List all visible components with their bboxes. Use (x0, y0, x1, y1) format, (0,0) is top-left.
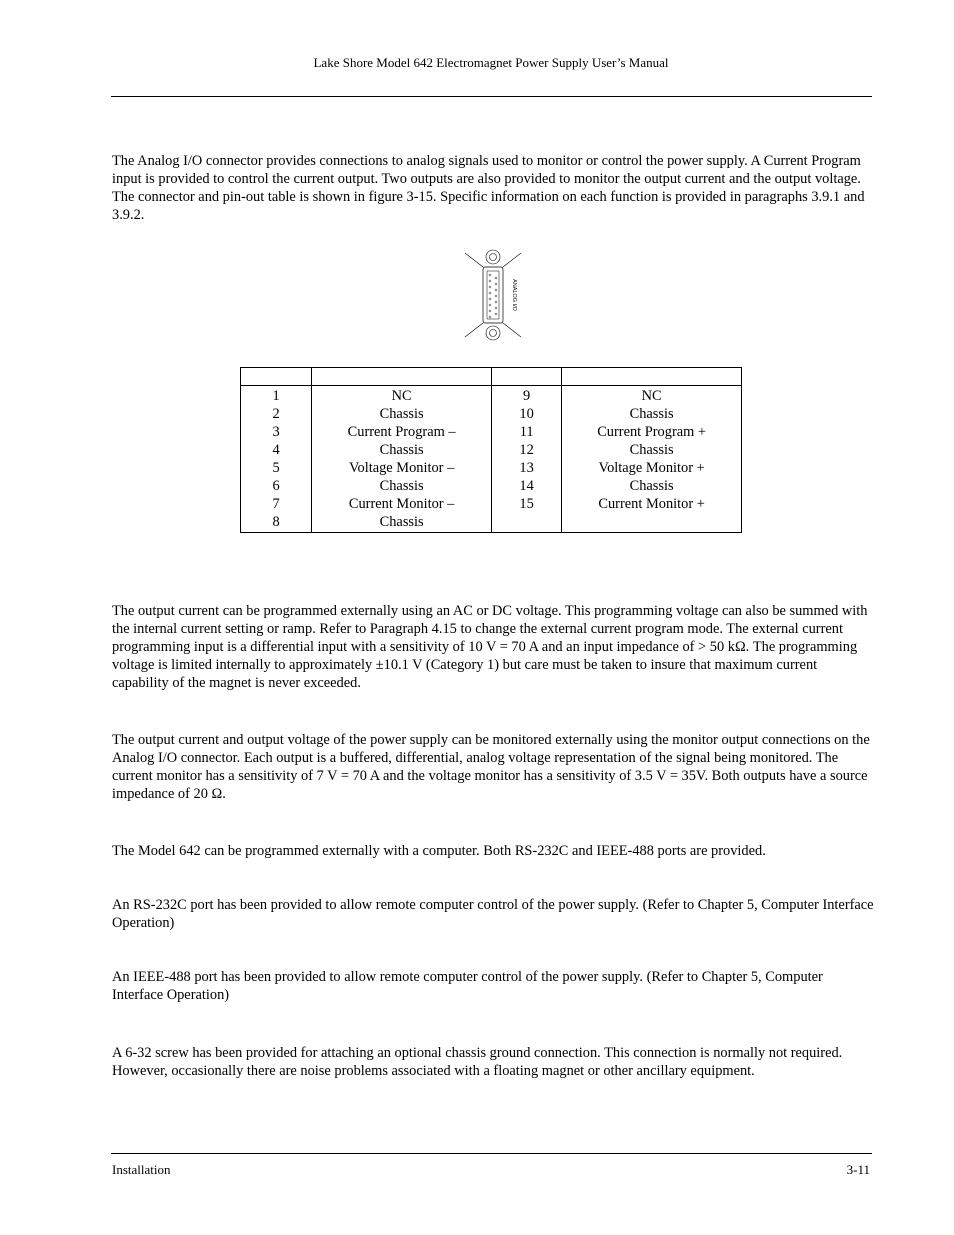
pin-number: 10 (519, 406, 534, 422)
pin-function: Chassis (379, 478, 424, 494)
pin-number: 8 (272, 514, 280, 530)
connector-label: ANALOG I/O (511, 279, 517, 311)
pin-function: Current Program – (347, 424, 456, 440)
pin-function: Chassis (379, 442, 424, 458)
pin-number: 6 (272, 478, 280, 494)
pin-function: NC (641, 388, 662, 404)
pinout-header-row (241, 368, 742, 386)
header-cell-function (562, 368, 742, 386)
pin-number: 4 (272, 442, 280, 458)
pin-function: Voltage Monitor – (349, 460, 455, 476)
left-function-column (312, 386, 492, 533)
pin-number: 12 (519, 442, 534, 458)
pin-function: Current Monitor – (348, 496, 455, 512)
pin-function: Chassis (629, 442, 674, 458)
pin-number: 15 (519, 496, 534, 512)
pin-function: Chassis (629, 478, 674, 494)
right-function-column (562, 386, 742, 533)
chassis-ground-paragraph: A 6-32 screw has been provided for attaching an optional chassis ground connection. This connection is normally not required. However, occasionally there are noise problems associated with a floating magnet or other ancillary equipment. (112, 1045, 843, 1079)
pin-number: 3 (272, 424, 280, 440)
pin-function: Current Program + (597, 424, 707, 440)
monitor-paragraph: The output current and output voltage of the power supply can be monitored externally using the monitor output connections on the Analog I/O connector. Each output is a buffered, differential, analog voltage representation of the signal being monitored. The current monitor has a sensitivity of 7 V = 70 A and the voltage monitor has a sensitivity of 3.5 V = 35V. Both outputs have a source impedance of 20 Ω. (112, 732, 870, 802)
header-rule (111, 96, 872, 97)
pinout-table (240, 367, 742, 533)
footer-rule (111, 1153, 872, 1154)
pin-number: 14 (519, 478, 534, 494)
pin-number: 1 (272, 388, 280, 404)
running-header: Lake Shore Model 642 Electromagnet Power Supply User’s Manual (313, 55, 669, 70)
footer-section-name: Installation (112, 1162, 171, 1177)
header-cell-pin (241, 368, 312, 386)
pin-number: 13 (519, 460, 534, 476)
ieee488-paragraph: An IEEE-488 port has been provided to allow remote computer control of the power supply. (Refer to Chapter 5, Computer Interface Operation) (112, 969, 823, 1003)
footer-page-number: 3-11 (846, 1162, 870, 1177)
header-cell-function (312, 368, 492, 386)
pinout-body-row (241, 386, 742, 533)
pin-number: 11 (519, 424, 534, 440)
pin-function: Current Monitor + (598, 496, 705, 512)
computer-interface-paragraph: The Model 642 can be programmed externally with a computer. Both RS-232C and IEEE-488 ports are provided. (112, 843, 766, 859)
rs232-paragraph: An RS-232C port has been provided to allow remote computer control of the power supply. (Refer to Chapter 5, Computer Interface Operation) (112, 897, 874, 931)
pin-number: 2 (272, 406, 280, 422)
pin-function: Voltage Monitor + (598, 460, 705, 476)
pin-function: Chassis (379, 514, 424, 530)
pin-function: NC (391, 388, 412, 404)
pin-number: 5 (272, 460, 280, 476)
header-cell-pin (491, 368, 561, 386)
current-program-paragraph: The output current can be programmed externally using an AC or DC voltage. This programming voltage can also be summed with the internal current setting or ramp. Refer to Paragraph 4.15 to change the external current program mode. The external current programming input is a differential input with a sensitivity of 10 V = 70 A and an input impedance of > 50 kΩ. The programming voltage is limited internally to approximately ±10.1 V (Category 1) but care must be taken to insure that maximum current capability of the magnet is never exceeded. (112, 603, 868, 691)
pin-number: 9 (523, 388, 531, 404)
intro-paragraph: The Analog I/O connector provides connections to analog signals used to monitor or control the power supply. A Current Program input is provided to control the current output. Two outputs are also provided to monitor the output current and the output voltage. The connector and pin-out table is shown in figure 3-15. Specific information on each function is provided in paragraphs 3.9.1 and 3.9.2. (112, 153, 865, 223)
pin-function: Chassis (629, 406, 674, 422)
pin-function: Chassis (379, 406, 424, 422)
left-pin-column (241, 386, 312, 533)
right-pin-column (491, 386, 561, 533)
analog-io-connector-drawing (463, 245, 523, 345)
pin-number: 7 (272, 496, 280, 512)
